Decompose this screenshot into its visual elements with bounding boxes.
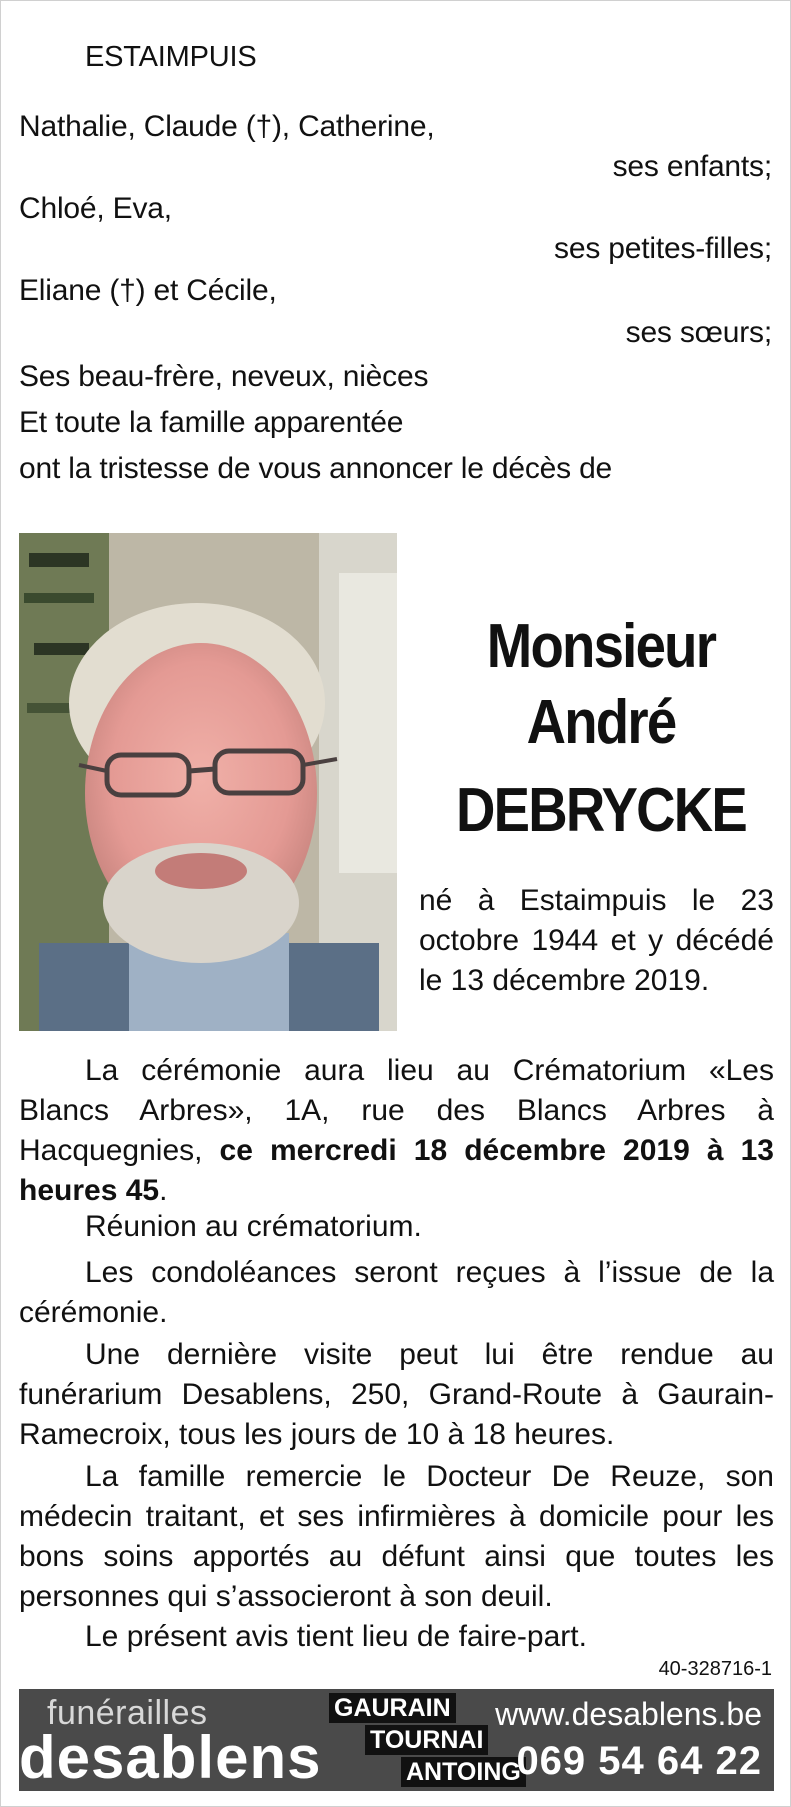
ceremony-paragraph (19, 1051, 774, 1211)
city-tournai: TOURNAI (365, 1725, 488, 1755)
funeral-home-banner (19, 1689, 774, 1791)
deceased-last-name: DEBRYCKE (455, 776, 747, 845)
brand-name: desablens (19, 1724, 322, 1791)
sisters-names: Eliane (†) et Cécile, (19, 274, 277, 307)
deceased-first-name: André (526, 688, 676, 757)
ceremony-end: . (159, 1174, 168, 1207)
town-heading: ESTAIMPUIS (85, 41, 257, 73)
condolences-paragraph: Les condoléances seront reçues à l’issue de la cérémonie. (19, 1256, 774, 1329)
birth-death-info: né à Estaimpuis le 23 octobre 1944 et y décédé le 13 décembre 2019. (419, 884, 774, 997)
reference-number: 40-328716-1 (658, 1658, 772, 1680)
family-all: Et toute la famille apparentée (19, 406, 404, 439)
sisters-role: ses sœurs; (625, 316, 772, 349)
grandchildren-names: Chloé, Eva, (19, 192, 172, 225)
ceremony-text: La cérémonie aura lieu au Crématorium «Les Blancs Arbres», 1A, rue des Blancs Arbres à Hacquegnies, (19, 1054, 774, 1167)
children-role: ses enfants; (612, 150, 772, 183)
ceremony-date: ce mercredi 18 décembre 2019 à 13 heures 45 (19, 1134, 774, 1207)
announcement-line: ont la tristesse de vous annoncer le décès de (19, 452, 613, 485)
portrait-photo (19, 533, 397, 1031)
deceased-title: Monsieur (486, 612, 716, 681)
thanks-paragraph: La famille remercie le Docteur De Reuze, son médecin traitant, et ses infirmières à domicile pour les bons soins apportés au défunt ainsi que toutes les personnes qui s’associeront à son deuil. (19, 1460, 774, 1613)
children-names: Nathalie, Claude (†), Catherine, (19, 110, 435, 143)
grandchildren-role: ses petites-filles; (554, 232, 772, 265)
website-link[interactable]: www.desablens.be (495, 1696, 762, 1732)
city-antoing: ANTOING (401, 1757, 526, 1787)
notice-paragraph: Le présent avis tient lieu de faire-part. (85, 1620, 587, 1653)
extended-family: Ses beau-frère, neveux, nièces (19, 360, 429, 393)
reunion-paragraph: Réunion au crématorium. (85, 1210, 422, 1243)
brand-tagline: funérailles (47, 1694, 208, 1732)
visit-paragraph: Une dernière visite peut lui être rendue au funérarium Desablens, 250, Grand-Route à Gaurain-Ramecroix, tous les jours de 10 à 18 heures. (19, 1338, 774, 1451)
city-gaurain: GAURAIN (329, 1693, 456, 1723)
phone-number: 069 54 64 22 (516, 1739, 762, 1783)
